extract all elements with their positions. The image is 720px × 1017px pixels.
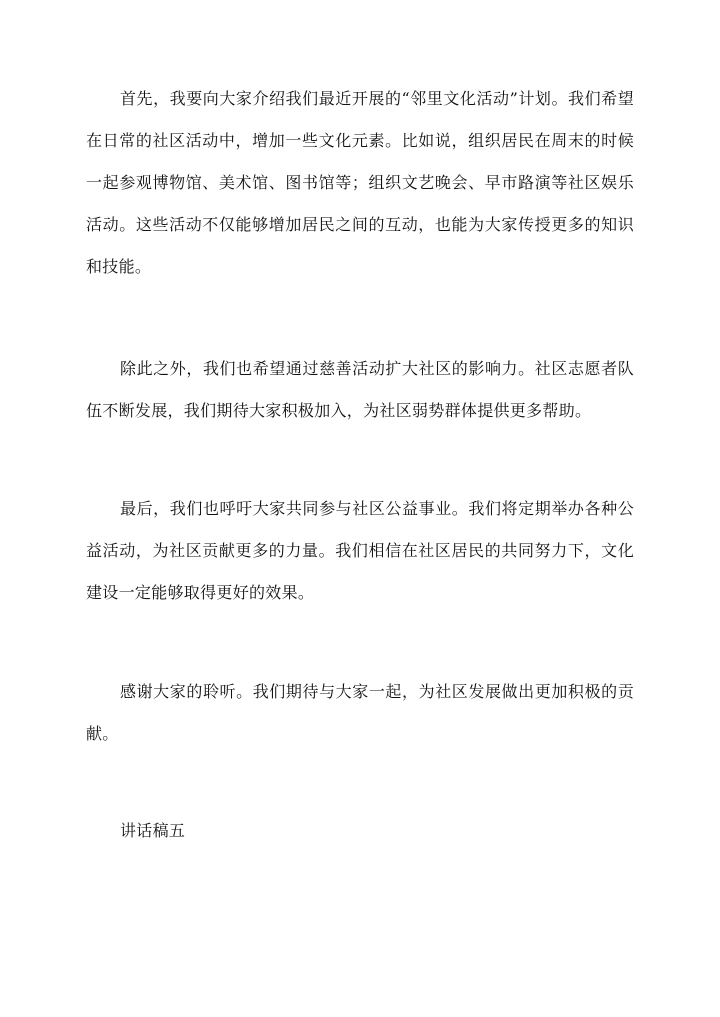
- section-heading: 讲话稿五: [120, 821, 186, 840]
- paragraph-charity: 除此之外，我们也希望通过慈善活动扩大社区的影响力。社区志愿者队伍不断发展，我们期待大家积极加入，为社区弱势群体提供更多帮助。: [86, 359, 634, 420]
- paragraph-introduction: 首先，我要向大家介绍我们最近开展的“邻里文化活动”计划。我们希望在日常的社区活动中，增加一些文化元素。比如说，组织居民在周末的时候一起参观博物馆、美术馆、图书馆等；组织文艺晚会、早市路演等社区娱乐活动。这些活动不仅能够增加居民之间的互动，也能为大家传授更多的知识和技能。: [86, 89, 634, 276]
- paragraph-public-welfare: 最后，我们也呼吁大家共同参与社区公益事业。我们将定期举办各种公益活动，为社区贡献更多的力量。我们相信在社区居民的共同努力下，文化建设一定能够取得更好的效果。: [86, 499, 634, 602]
- paragraph-thanks: 感谢大家的聆听。我们期待与大家一起，为社区发展做出更加积极的贡献。: [86, 682, 634, 743]
